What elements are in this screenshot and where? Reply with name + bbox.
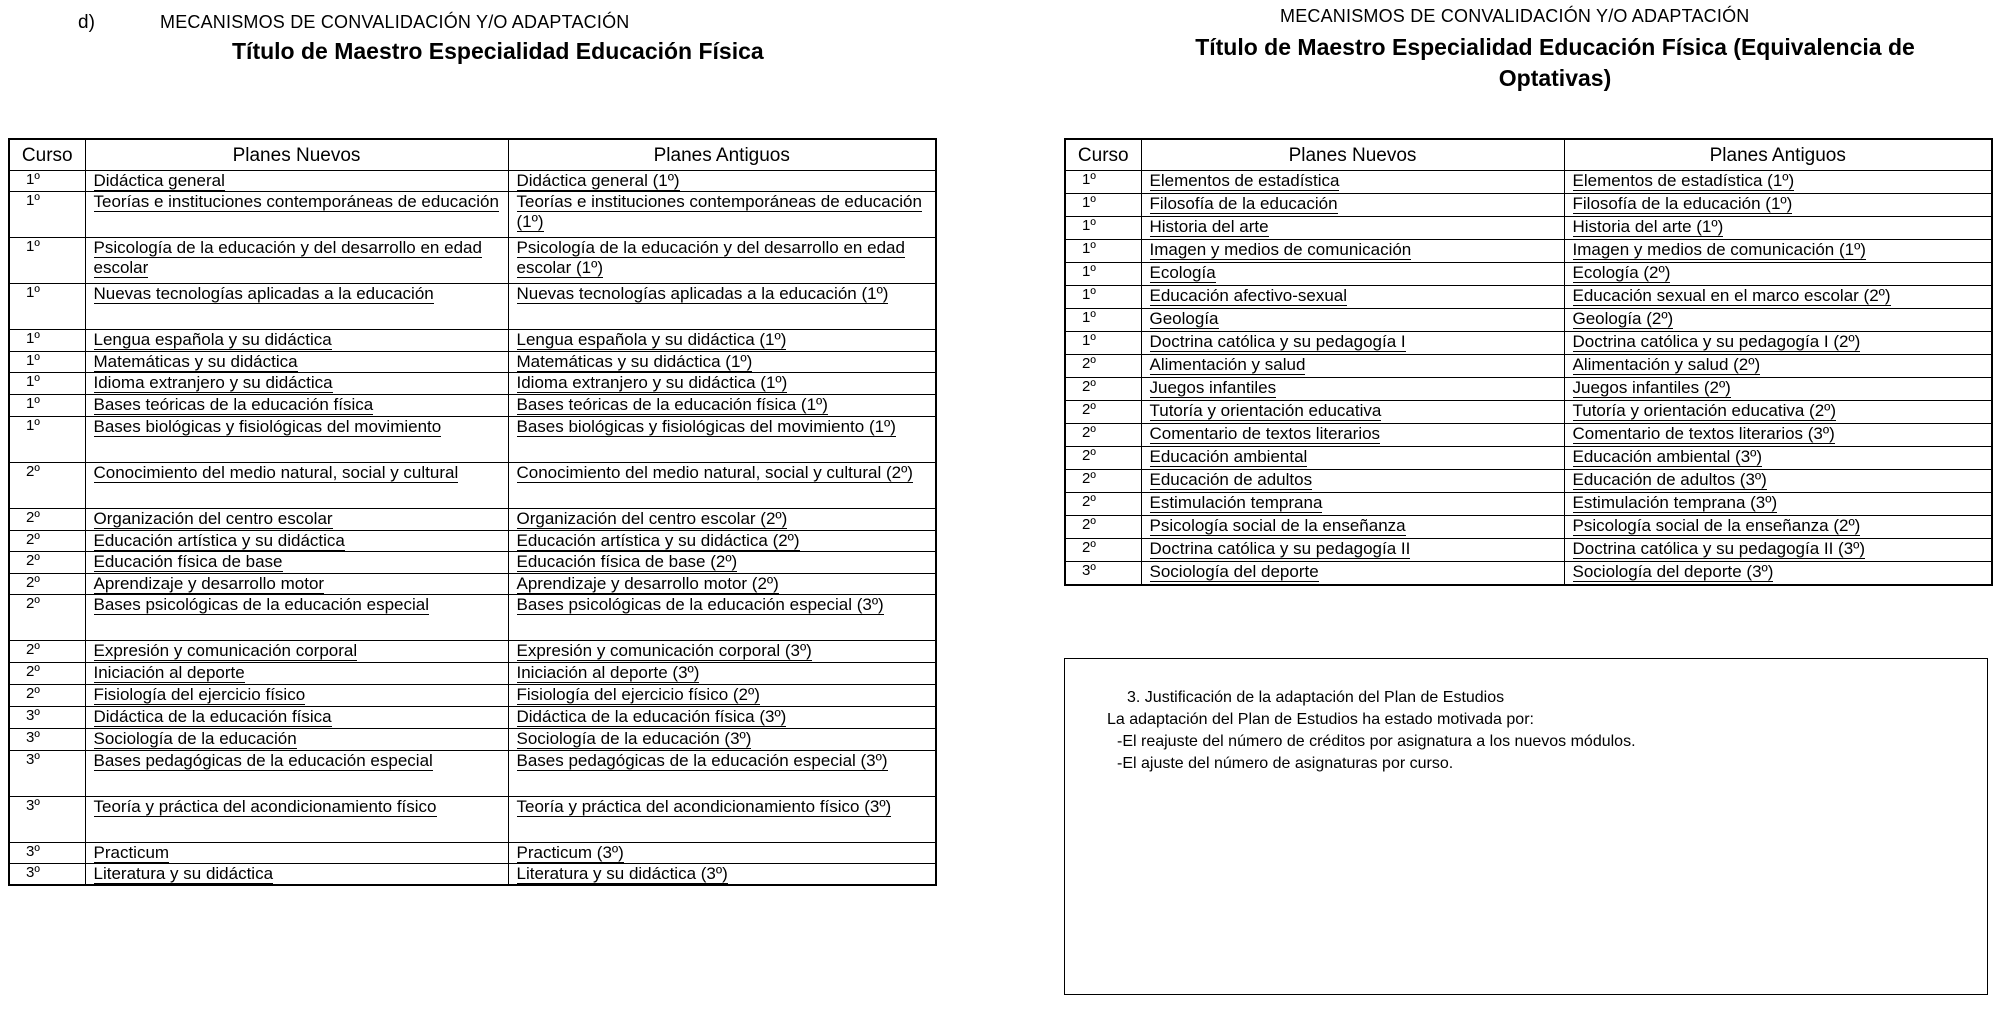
- plan-nuevo-text: Iniciación al deporte: [93, 663, 245, 682]
- column-header-planes-nuevos: Planes Nuevos: [85, 139, 508, 171]
- table-row: [9, 238, 936, 284]
- right-heading: MECANISMOS DE CONVALIDACIÓN Y/O ADAPTACIÓN: [1280, 6, 1750, 26]
- table-row: [9, 463, 936, 509]
- plan-nuevo-cell: [1141, 332, 1564, 355]
- table-row: [1065, 240, 1992, 263]
- curso-cell: 3º: [9, 729, 85, 751]
- plan-antiguo-cell: [508, 574, 936, 595]
- curso-cell: 2º: [1065, 424, 1141, 447]
- table-row: [1065, 562, 1992, 586]
- table-row: [1065, 516, 1992, 539]
- table-row: [1065, 401, 1992, 424]
- right-table-body: [1065, 171, 1992, 586]
- curso-cell: 1º: [9, 171, 85, 192]
- table-row: [1065, 309, 1992, 332]
- plan-antiguo-text: Educación artística y su didáctica (2º): [516, 531, 800, 550]
- plan-nuevo-text: Bases biológicas y fisiológicas del movimiento: [93, 417, 442, 436]
- curso-cell: 2º: [1065, 516, 1141, 539]
- curso-cell: 1º: [9, 284, 85, 330]
- plan-nuevo-cell: [1141, 240, 1564, 263]
- table-row: [9, 509, 936, 531]
- plan-nuevo-text: Bases pedagógicas de la educación especial: [93, 751, 433, 770]
- plan-nuevo-text: Estimulación temprana: [1149, 493, 1323, 512]
- plan-nuevo-text: Didáctica general: [93, 171, 225, 190]
- plan-antiguo-text: Elementos de estadística (1º): [1572, 171, 1795, 190]
- plan-antiguo-cell: [1564, 378, 1992, 401]
- plan-antiguo-cell: [508, 192, 936, 238]
- plan-nuevo-cell: [1141, 447, 1564, 470]
- plan-nuevo-text: Sociología del deporte: [1149, 562, 1319, 581]
- plan-antiguo-text: Bases biológicas y fisiológicas del movimiento (1º): [516, 417, 896, 436]
- plan-nuevo-text: Organización del centro escolar: [93, 509, 333, 528]
- plan-antiguo-cell: [1564, 516, 1992, 539]
- plan-nuevo-cell: [85, 531, 508, 552]
- table-row: [1065, 539, 1992, 562]
- plan-nuevo-cell: [85, 171, 508, 192]
- table-row: [9, 171, 936, 192]
- plan-antiguo-cell: [1564, 470, 1992, 493]
- plan-antiguo-cell: [508, 595, 936, 641]
- plan-nuevo-cell: [85, 864, 508, 886]
- plan-nuevo-text: Doctrina católica y su pedagogía I: [1149, 332, 1406, 351]
- table-header-row: [9, 139, 936, 171]
- plan-antiguo-cell: [1564, 240, 1992, 263]
- table-row: [9, 284, 936, 330]
- plan-antiguo-cell: [1564, 539, 1992, 562]
- plan-antiguo-text: Sociología del deporte (3º): [1572, 562, 1774, 581]
- plan-nuevo-text: Didáctica de la educación física: [93, 707, 332, 726]
- curso-cell: 3º: [9, 797, 85, 843]
- plan-nuevo-cell: [1141, 493, 1564, 516]
- plan-antiguo-text: Ecología (2º): [1572, 263, 1671, 282]
- curso-cell: 2º: [9, 463, 85, 509]
- plan-nuevo-text: Imagen y medios de comunicación: [1149, 240, 1412, 259]
- column-header-curso: Curso: [1065, 139, 1141, 171]
- plan-nuevo-cell: [85, 352, 508, 373]
- table-row: [1065, 424, 1992, 447]
- right-title: Título de Maestro Especialidad Educación Física (Equivalencia de Optativas): [1195, 34, 1915, 91]
- table-row: [9, 729, 936, 751]
- plan-nuevo-cell: [85, 238, 508, 284]
- table-row: [1065, 217, 1992, 240]
- table-row: [9, 641, 936, 663]
- curso-cell: 1º: [9, 330, 85, 352]
- right-equivalence-table: [1064, 138, 1993, 586]
- plan-nuevo-cell: [1141, 286, 1564, 309]
- curso-cell: 2º: [9, 641, 85, 663]
- plan-nuevo-text: Ecología: [1149, 263, 1216, 282]
- plan-antiguo-text: Didáctica de la educación física (3º): [516, 707, 787, 726]
- curso-cell: 1º: [9, 395, 85, 417]
- curso-cell: 3º: [9, 843, 85, 864]
- plan-nuevo-text: Practicum: [93, 843, 170, 862]
- table-row: [9, 552, 936, 574]
- plan-antiguo-cell: [1564, 194, 1992, 217]
- plan-nuevo-cell: [85, 595, 508, 641]
- justification-box: [1064, 658, 1988, 995]
- curso-cell: 2º: [9, 685, 85, 707]
- plan-nuevo-cell: [85, 707, 508, 729]
- plan-nuevo-cell: [85, 751, 508, 797]
- plan-nuevo-cell: [85, 192, 508, 238]
- curso-cell: 2º: [9, 552, 85, 574]
- plan-antiguo-text: Teorías e instituciones contemporáneas de educación (1º): [516, 192, 922, 231]
- plan-nuevo-cell: [1141, 263, 1564, 286]
- plan-antiguo-text: Educación ambiental (3º): [1572, 447, 1763, 466]
- plan-nuevo-cell: [1141, 217, 1564, 240]
- plan-antiguo-text: Literatura y su didáctica (3º): [516, 864, 728, 883]
- plan-antiguo-text: Geología (2º): [1572, 309, 1674, 328]
- plan-antiguo-cell: [508, 463, 936, 509]
- justification-item: -El reajuste del número de créditos por asignatura a los nuevos módulos.: [1117, 733, 1636, 750]
- table-row: [9, 751, 936, 797]
- plan-antiguo-text: Practicum (3º): [516, 843, 624, 862]
- plan-antiguo-cell: [1564, 401, 1992, 424]
- curso-cell: 3º: [9, 864, 85, 886]
- plan-nuevo-text: Historia del arte: [1149, 217, 1269, 236]
- plan-antiguo-text: Estimulación temprana (3º): [1572, 493, 1778, 512]
- curso-cell: 2º: [1065, 401, 1141, 424]
- plan-antiguo-cell: [1564, 286, 1992, 309]
- plan-nuevo-text: Conocimiento del medio natural, social y cultural: [93, 463, 459, 482]
- plan-antiguo-cell: [508, 843, 936, 864]
- plan-nuevo-cell: [85, 641, 508, 663]
- plan-nuevo-cell: [1141, 562, 1564, 586]
- plan-nuevo-text: Fisiología del ejercicio físico: [93, 685, 306, 704]
- plan-antiguo-text: Bases psicológicas de la educación especial (3º): [516, 595, 884, 614]
- plan-nuevo-cell: [1141, 401, 1564, 424]
- plan-nuevo-cell: [1141, 309, 1564, 332]
- plan-nuevo-cell: [85, 797, 508, 843]
- column-header-planes-antiguos: Planes Antiguos: [1564, 139, 1992, 171]
- plan-nuevo-text: Bases psicológicas de la educación especial: [93, 595, 429, 614]
- plan-antiguo-cell: [508, 531, 936, 552]
- justification-item: -El ajuste del número de asignaturas por curso.: [1117, 755, 1454, 772]
- plan-antiguo-cell: [508, 663, 936, 685]
- plan-nuevo-cell: [85, 552, 508, 574]
- curso-cell: 1º: [1065, 194, 1141, 217]
- plan-nuevo-cell: [1141, 378, 1564, 401]
- table-row: [1065, 378, 1992, 401]
- plan-nuevo-text: Educación física de base: [93, 552, 283, 571]
- curso-cell: 2º: [9, 574, 85, 595]
- plan-antiguo-cell: [508, 729, 936, 751]
- table-row: [9, 707, 936, 729]
- plan-nuevo-text: Doctrina católica y su pedagogía II: [1149, 539, 1411, 558]
- curso-cell: 3º: [9, 707, 85, 729]
- plan-nuevo-cell: [85, 729, 508, 751]
- plan-antiguo-text: Bases teóricas de la educación física (1º): [516, 395, 828, 414]
- table-row: [1065, 263, 1992, 286]
- plan-antiguo-cell: [1564, 493, 1992, 516]
- plan-nuevo-text: Teorías e instituciones contemporáneas de educación: [93, 192, 499, 211]
- plan-antiguo-cell: [1564, 424, 1992, 447]
- curso-cell: 1º: [1065, 171, 1141, 194]
- plan-antiguo-cell: [1564, 332, 1992, 355]
- plan-antiguo-text: Organización del centro escolar (2º): [516, 509, 788, 528]
- table-row: [1065, 470, 1992, 493]
- plan-nuevo-cell: [1141, 470, 1564, 493]
- plan-antiguo-cell: [508, 373, 936, 395]
- plan-antiguo-text: Didáctica general (1º): [516, 171, 680, 190]
- plan-antiguo-cell: [508, 552, 936, 574]
- plan-nuevo-text: Matemáticas y su didáctica: [93, 352, 298, 371]
- plan-antiguo-text: Imagen y medios de comunicación (1º): [1572, 240, 1866, 259]
- plan-antiguo-text: Teoría y práctica del acondicionamiento físico (3º): [516, 797, 892, 816]
- plan-antiguo-cell: [508, 797, 936, 843]
- left-heading: MECANISMOS DE CONVALIDACIÓN Y/O ADAPTACIÓN: [160, 12, 630, 32]
- plan-nuevo-cell: [1141, 424, 1564, 447]
- curso-cell: 1º: [1065, 240, 1141, 263]
- table-row: [9, 395, 936, 417]
- curso-cell: 2º: [1065, 470, 1141, 493]
- plan-antiguo-cell: [1564, 562, 1992, 586]
- curso-cell: 1º: [9, 417, 85, 463]
- plan-antiguo-text: Historia del arte (1º): [1572, 217, 1724, 236]
- curso-cell: 1º: [1065, 286, 1141, 309]
- plan-antiguo-text: Juegos infantiles (2º): [1572, 378, 1731, 397]
- plan-nuevo-text: Tutoría y orientación educativa: [1149, 401, 1382, 420]
- plan-nuevo-text: Sociología de la educación: [93, 729, 297, 748]
- plan-nuevo-text: Nuevas tecnologías aplicadas a la educación: [93, 284, 434, 303]
- table-header-row: [1065, 139, 1992, 171]
- plan-nuevo-cell: [85, 843, 508, 864]
- plan-antiguo-cell: [508, 641, 936, 663]
- plan-nuevo-text: Aprendizaje y desarrollo motor: [93, 574, 325, 593]
- plan-nuevo-text: Educación ambiental: [1149, 447, 1308, 466]
- justification-intro: La adaptación del Plan de Estudios ha estado motivada por:: [1107, 711, 1534, 728]
- plan-nuevo-text: Literatura y su didáctica: [93, 864, 274, 883]
- left-title: Título de Maestro Especialidad Educación Física: [232, 38, 764, 64]
- plan-antiguo-text: Alimentación y salud (2º): [1572, 355, 1761, 374]
- curso-cell: 2º: [9, 595, 85, 641]
- table-row: [9, 663, 936, 685]
- plan-antiguo-text: Fisiología del ejercicio físico (2º): [516, 685, 760, 704]
- table-row: [1065, 447, 1992, 470]
- plan-antiguo-text: Lengua española y su didáctica (1º): [516, 330, 787, 349]
- table-row: [9, 417, 936, 463]
- plan-nuevo-text: Psicología social de la enseñanza: [1149, 516, 1406, 535]
- curso-cell: 2º: [1065, 493, 1141, 516]
- plan-antiguo-cell: [508, 284, 936, 330]
- section-letter: d): [78, 12, 95, 33]
- curso-cell: 1º: [1065, 309, 1141, 332]
- table-row: [9, 574, 936, 595]
- column-header-planes-nuevos: Planes Nuevos: [1141, 139, 1564, 171]
- plan-nuevo-text: Elementos de estadística: [1149, 171, 1340, 190]
- plan-nuevo-text: Expresión y comunicación corporal: [93, 641, 358, 660]
- plan-nuevo-cell: [85, 663, 508, 685]
- plan-antiguo-cell: [508, 238, 936, 284]
- plan-antiguo-cell: [508, 395, 936, 417]
- plan-nuevo-cell: [85, 417, 508, 463]
- plan-nuevo-cell: [1141, 171, 1564, 194]
- plan-antiguo-text: Expresión y comunicación corporal (3º): [516, 641, 812, 660]
- left-table-body: [9, 171, 936, 886]
- plan-antiguo-cell: [1564, 217, 1992, 240]
- table-row: [9, 352, 936, 373]
- plan-antiguo-text: Psicología social de la enseñanza (2º): [1572, 516, 1861, 535]
- plan-nuevo-text: Educación afectivo-sexual: [1149, 286, 1348, 305]
- plan-nuevo-text: Filosofía de la educación: [1149, 194, 1338, 213]
- table-row: [1065, 493, 1992, 516]
- curso-cell: 2º: [1065, 539, 1141, 562]
- curso-cell: 1º: [9, 352, 85, 373]
- plan-nuevo-cell: [85, 685, 508, 707]
- plan-nuevo-text: Alimentación y salud: [1149, 355, 1306, 374]
- plan-antiguo-text: Doctrina católica y su pedagogía II (3º): [1572, 539, 1866, 558]
- curso-cell: 1º: [9, 238, 85, 284]
- plan-antiguo-text: Idioma extranjero y su didáctica (1º): [516, 373, 788, 392]
- table-row: [1065, 286, 1992, 309]
- curso-cell: 1º: [9, 373, 85, 395]
- table-row: [1065, 171, 1992, 194]
- plan-antiguo-cell: [508, 171, 936, 192]
- plan-antiguo-text: Psicología de la educación y del desarrollo en edad escolar (1º): [516, 238, 905, 277]
- plan-antiguo-text: Educación sexual en el marco escolar (2º): [1572, 286, 1891, 305]
- curso-cell: 3º: [1065, 562, 1141, 586]
- curso-cell: 3º: [9, 751, 85, 797]
- plan-nuevo-text: Lengua española y su didáctica: [93, 330, 332, 349]
- plan-antiguo-text: Educación física de base (2º): [516, 552, 738, 571]
- plan-antiguo-cell: [508, 417, 936, 463]
- plan-antiguo-text: Filosofía de la educación (1º): [1572, 194, 1793, 213]
- plan-antiguo-cell: [508, 864, 936, 886]
- plan-nuevo-text: Juegos infantiles: [1149, 378, 1277, 397]
- plan-nuevo-text: Geología: [1149, 309, 1219, 328]
- table-row: [9, 685, 936, 707]
- plan-antiguo-cell: [508, 685, 936, 707]
- curso-cell: 1º: [1065, 263, 1141, 286]
- curso-cell: 2º: [1065, 355, 1141, 378]
- justification-title: 3. Justificación de la adaptación del Plan de Estudios: [1127, 689, 1505, 706]
- plan-nuevo-cell: [1141, 355, 1564, 378]
- plan-nuevo-cell: [1141, 516, 1564, 539]
- plan-antiguo-text: Doctrina católica y su pedagogía I (2º): [1572, 332, 1861, 351]
- plan-nuevo-text: Educación artística y su didáctica: [93, 531, 345, 550]
- plan-nuevo-text: Idioma extranjero y su didáctica: [93, 373, 333, 392]
- plan-antiguo-cell: [508, 751, 936, 797]
- plan-nuevo-text: Comentario de textos literarios: [1149, 424, 1381, 443]
- plan-antiguo-cell: [508, 509, 936, 531]
- plan-nuevo-cell: [85, 284, 508, 330]
- curso-cell: 2º: [9, 509, 85, 531]
- plan-nuevo-cell: [1141, 539, 1564, 562]
- plan-antiguo-text: Nuevas tecnologías aplicadas a la educación (1º): [516, 284, 889, 303]
- plan-nuevo-cell: [85, 330, 508, 352]
- plan-nuevo-cell: [85, 463, 508, 509]
- plan-antiguo-cell: [508, 352, 936, 373]
- plan-antiguo-text: Comentario de textos literarios (3º): [1572, 424, 1835, 443]
- plan-nuevo-cell: [85, 509, 508, 531]
- table-row: [9, 330, 936, 352]
- table-row: [9, 595, 936, 641]
- table-row: [9, 797, 936, 843]
- table-row: [9, 843, 936, 864]
- curso-cell: 2º: [1065, 378, 1141, 401]
- plan-antiguo-cell: [508, 330, 936, 352]
- plan-nuevo-cell: [85, 574, 508, 595]
- plan-antiguo-text: Bases pedagógicas de la educación especial (3º): [516, 751, 888, 770]
- plan-nuevo-text: Psicología de la educación y del desarrollo en edad escolar: [93, 238, 482, 277]
- plan-antiguo-text: Conocimiento del medio natural, social y cultural (2º): [516, 463, 913, 482]
- plan-antiguo-text: Matemáticas y su didáctica (1º): [516, 352, 753, 371]
- table-row: [1065, 332, 1992, 355]
- plan-nuevo-text: Teoría y práctica del acondicionamiento físico: [93, 797, 437, 816]
- curso-cell: 2º: [9, 663, 85, 685]
- curso-cell: 1º: [9, 192, 85, 238]
- curso-cell: 1º: [1065, 217, 1141, 240]
- column-header-planes-antiguos: Planes Antiguos: [508, 139, 936, 171]
- plan-antiguo-cell: [1564, 309, 1992, 332]
- table-row: [1065, 355, 1992, 378]
- plan-nuevo-cell: [85, 373, 508, 395]
- curso-cell: 2º: [9, 531, 85, 552]
- plan-nuevo-cell: [85, 395, 508, 417]
- table-row: [9, 531, 936, 552]
- table-row: [9, 373, 936, 395]
- plan-nuevo-text: Bases teóricas de la educación física: [93, 395, 374, 414]
- plan-antiguo-cell: [1564, 171, 1992, 194]
- plan-antiguo-text: Aprendizaje y desarrollo motor (2º): [516, 574, 779, 593]
- plan-antiguo-text: Sociología de la educación (3º): [516, 729, 752, 748]
- plan-antiguo-text: Iniciación al deporte (3º): [516, 663, 700, 682]
- plan-antiguo-cell: [1564, 447, 1992, 470]
- plan-antiguo-cell: [1564, 355, 1992, 378]
- table-row: [9, 864, 936, 886]
- table-row: [1065, 194, 1992, 217]
- plan-nuevo-text: Educación de adultos: [1149, 470, 1313, 489]
- plan-nuevo-cell: [1141, 194, 1564, 217]
- table-row: [9, 192, 936, 238]
- left-equivalence-table: [8, 138, 937, 886]
- plan-antiguo-text: Educación de adultos (3º): [1572, 470, 1767, 489]
- curso-cell: 1º: [1065, 332, 1141, 355]
- column-header-curso: Curso: [9, 139, 85, 171]
- plan-antiguo-text: Tutoría y orientación educativa (2º): [1572, 401, 1837, 420]
- plan-antiguo-cell: [508, 707, 936, 729]
- plan-antiguo-cell: [1564, 263, 1992, 286]
- curso-cell: 2º: [1065, 447, 1141, 470]
